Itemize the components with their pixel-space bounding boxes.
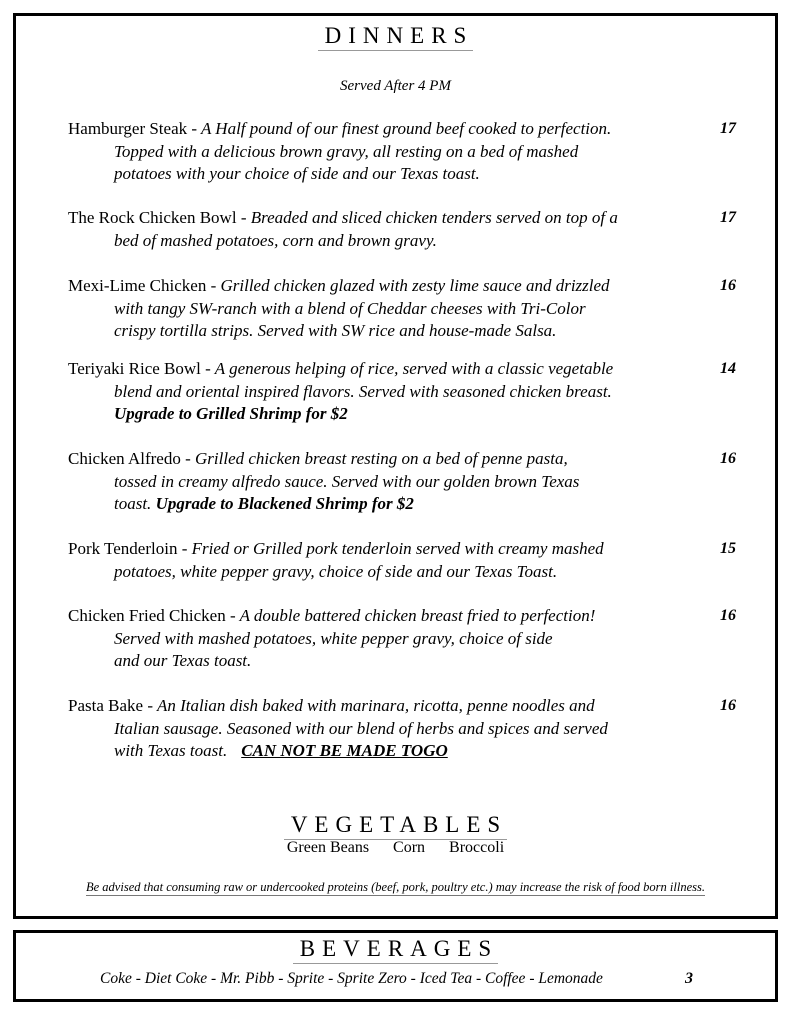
togo-notice: CAN NOT BE MADE TOGO [241,741,448,760]
item-name: The Rock Chicken Bowl [68,208,237,227]
item-description: An Italian dish baked with marinara, ricotta, penne noodles and [156,696,595,715]
food-safety-disclaimer: Be advised that consuming raw or undercooked proteins (beef, pork, poultry etc.) may increase the risk of food born illness. [86,880,705,894]
beverages-title: BEVERAGES [16,937,775,964]
item-name: Teriyaki Rice Bowl [68,359,201,378]
dinners-title: DINNERS [16,24,775,51]
item-price: 17 [720,209,736,226]
beverages-section [13,930,778,1002]
upgrade-note: Upgrade to Blackened Shrimp for $2 [155,494,414,513]
menu-item-chicken-alfredo: Chicken Alfredo - Grilled chicken breast resting on a bed of penne pasta, tossed in creamy alfredo sauce. Served with our golden brown Texas toast. Upgrade to Blackened Shrimp for $2 16 [68,449,736,513]
item-price: 16 [720,607,736,624]
item-name: Hamburger Steak [68,119,188,138]
vegetables-title: VEGETABLES [16,813,775,840]
beverages-list: Coke - Diet Coke - Mr. Pibb - Sprite - Sprite Zero - Iced Tea - Coffee - Lemonade [100,970,603,987]
item-price: 16 [720,277,736,294]
item-price: 16 [720,450,736,467]
item-name: Chicken Fried Chicken [68,606,226,625]
menu-item-hamburger-steak: Hamburger Steak - A Half pound of our finest ground beef cooked to perfection. Topped with a delicious brown gravy, all resting on a bed of mashed potatoes with your choice of side and our Texas toast. 17 [68,119,736,183]
menu-item-mexi-lime-chicken: Mexi-Lime Chicken - Grilled chicken glazed with zesty lime sauce and drizzled with tangy SW-ranch with a blend of Cheddar cheeses with Tri-Color crispy tortilla strips. Served with SW rice and house-made Salsa. 16 [68,276,736,340]
served-after-note: Served After 4 PM [340,78,451,94]
item-name: Mexi-Lime Chicken [68,276,207,295]
menu-item-pasta-bake: Pasta Bake - An Italian dish baked with marinara, ricotta, penne noodles and Italian sausage. Seasoned with our blend of herbs and spices and served with Texas toast. CAN NOT BE MADE TOGO 16 [68,696,736,760]
menu-item-rock-chicken-bowl: The Rock Chicken Bowl - Breaded and sliced chicken tenders served on top of a bed of mashed potatoes, corn and brown gravy. 17 [68,208,736,250]
menu-item-teriyaki-rice-bowl: Teriyaki Rice Bowl - A generous helping of rice, served with a classic vegetable blend and oriental inspired flavors. Served with seasoned chicken breast. Upgrade to Grilled Shrimp for $2 14 [68,359,736,423]
item-description: A Half pound of our finest ground beef cooked to perfection. [200,119,612,138]
item-name: Pork Tenderloin [68,539,178,558]
item-description: A double battered chicken breast fried to perfection! [239,606,596,625]
item-price: 17 [720,120,736,137]
menu-item-chicken-fried-chicken: Chicken Fried Chicken - A double battered chicken breast fried to perfection! Served with mashed potatoes, white pepper gravy, choice of side and our Texas toast. 16 [68,606,736,670]
item-description: A generous helping of rice, served with a classic vegetable [214,359,614,378]
upgrade-note: Upgrade to Grilled Shrimp for $2 [114,404,348,423]
item-description: Breaded and sliced chicken tenders served on top of a [250,208,618,227]
vegetable-item: Green Beans [286,839,370,856]
menu-item-pork-tenderloin: Pork Tenderloin - Fried or Grilled pork tenderloin served with creamy mashed potatoes, white pepper gravy, choice of side and our Texas Toast. 15 [68,539,736,581]
page-number: 3 [685,970,693,987]
vegetable-item: Corn [393,839,426,856]
item-price: 14 [720,360,736,377]
vegetables-list [16,839,775,857]
item-name: Pasta Bake [68,696,144,715]
item-price: 15 [720,540,736,557]
item-price: 16 [720,697,736,714]
item-description: Grilled chicken breast resting on a bed of penne pasta, [195,449,568,468]
item-description: Fried or Grilled pork tenderloin served with creamy mashed [191,539,604,558]
item-description: Grilled chicken glazed with zesty lime sauce and drizzled [220,276,610,295]
vegetable-item: Broccoli [449,839,505,856]
item-name: Chicken Alfredo [68,449,181,468]
dinners-section [13,13,778,919]
